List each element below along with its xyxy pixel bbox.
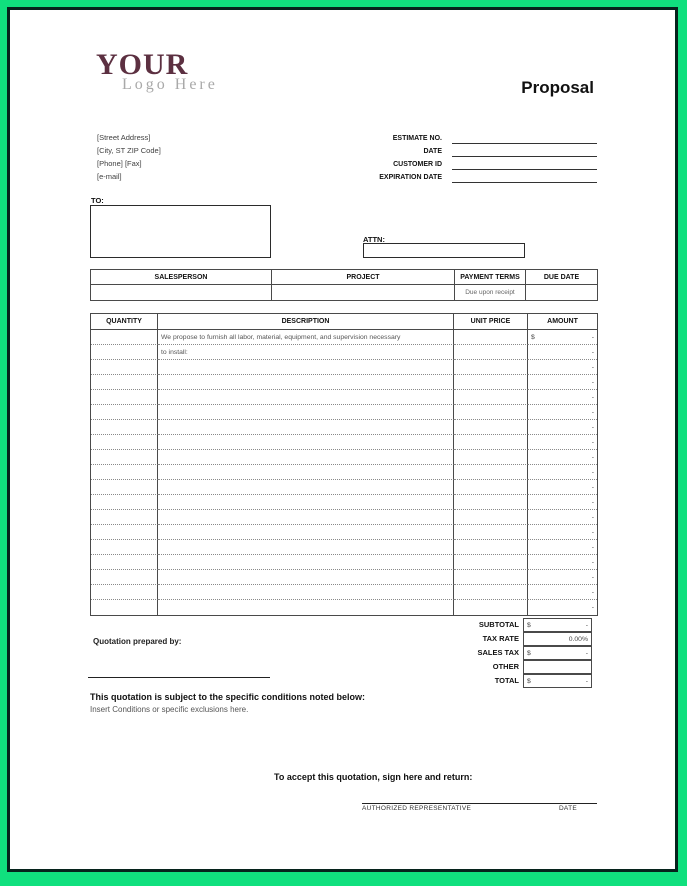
item-description-cell[interactable] xyxy=(158,435,454,450)
proposal-document-page xyxy=(7,7,678,872)
address-line: [City, ST ZIP Code] xyxy=(97,146,161,155)
item-amount-cell[interactable] xyxy=(528,390,597,405)
item-unit-price-cell[interactable] xyxy=(454,390,528,405)
meta-field-row xyxy=(250,171,597,184)
signature-date-label: DATE xyxy=(558,805,577,812)
item-description-cell[interactable]: to install: xyxy=(158,345,454,360)
amount-value: - xyxy=(591,423,594,431)
meta-field-label: DATE xyxy=(423,148,442,155)
item-description-cell[interactable] xyxy=(158,555,454,570)
document-content xyxy=(10,10,675,869)
item-amount-cell[interactable] xyxy=(528,585,597,600)
attn-field[interactable] xyxy=(363,243,525,258)
to-label: TO: xyxy=(91,196,104,205)
item-description-cell[interactable] xyxy=(158,540,454,555)
amount-value: - xyxy=(591,408,594,416)
summary-label: OTHER xyxy=(492,662,519,671)
amount-value: - xyxy=(591,513,594,521)
info-value-cell[interactable] xyxy=(91,285,272,300)
item-quantity-cell[interactable] xyxy=(91,390,158,405)
to-address-field[interactable] xyxy=(90,205,271,258)
summary-row xyxy=(90,646,596,660)
item-quantity-cell[interactable] xyxy=(91,435,158,450)
amount-value: - xyxy=(591,604,594,611)
amount-value: - xyxy=(591,363,594,371)
info-header-cell: SALESPERSON xyxy=(91,270,272,285)
info-header-cell: PAYMENT TERMS xyxy=(455,270,526,285)
item-unit-price-cell[interactable] xyxy=(454,465,528,480)
info-value-cell[interactable] xyxy=(526,285,597,300)
item-unit-price-cell[interactable] xyxy=(454,510,528,525)
item-unit-price-cell[interactable] xyxy=(454,420,528,435)
company-logo-sub: Logo Here xyxy=(122,76,218,93)
company-address-block xyxy=(97,131,161,183)
meta-field-label: ESTIMATE NO. xyxy=(392,135,442,142)
item-amount-cell[interactable] xyxy=(528,435,597,450)
amount-value: - xyxy=(591,468,594,476)
authorized-representative-label: AUTHORIZED REPRESENTATIVE xyxy=(362,805,472,812)
item-description-cell[interactable] xyxy=(158,480,454,495)
item-description-cell[interactable] xyxy=(158,495,454,510)
item-quantity-cell[interactable] xyxy=(91,465,158,480)
item-description-cell[interactable] xyxy=(158,360,454,375)
item-description-cell[interactable] xyxy=(158,585,454,600)
item-amount-cell[interactable] xyxy=(528,420,597,435)
item-unit-price-cell[interactable] xyxy=(454,570,528,585)
item-amount-cell[interactable] xyxy=(528,480,597,495)
summary-value-cell[interactable] xyxy=(523,674,592,688)
item-quantity-cell[interactable] xyxy=(91,345,158,360)
summary-value: - xyxy=(585,649,588,657)
item-unit-price-cell[interactable] xyxy=(454,555,528,570)
item-unit-price-cell[interactable] xyxy=(454,375,528,390)
items-header-cell: UNIT PRICE xyxy=(454,314,528,330)
estimate-meta-fields xyxy=(250,132,597,184)
meta-field-row xyxy=(250,132,597,145)
summary-value-cell[interactable] xyxy=(523,660,592,674)
item-amount-cell[interactable] xyxy=(528,360,597,375)
summary-value-cell[interactable] xyxy=(523,632,592,646)
item-unit-price-cell[interactable] xyxy=(454,405,528,420)
attn-label: ATTN: xyxy=(363,235,385,244)
amount-value: - xyxy=(591,558,594,566)
item-quantity-cell[interactable] xyxy=(91,585,158,600)
info-header-cell: PROJECT xyxy=(272,270,455,285)
items-header-cell: AMOUNT xyxy=(528,314,597,330)
prepared-by-signature-line[interactable] xyxy=(88,665,270,678)
item-description-cell[interactable]: We propose to furnish all labor, material, equipment, and supervision necessary xyxy=(158,330,454,345)
currency-symbol: $ xyxy=(527,649,531,657)
item-quantity-cell[interactable] xyxy=(91,540,158,555)
amount-value: - xyxy=(591,573,594,581)
amount-value: - xyxy=(591,378,594,386)
item-unit-price-cell[interactable] xyxy=(454,495,528,510)
item-quantity-cell[interactable] xyxy=(91,555,158,570)
item-quantity-cell[interactable] xyxy=(91,405,158,420)
item-description-cell[interactable] xyxy=(158,510,454,525)
amount-value: - xyxy=(591,588,594,596)
item-description-cell[interactable] xyxy=(158,600,454,615)
item-unit-price-cell[interactable] xyxy=(454,360,528,375)
item-amount-cell[interactable] xyxy=(528,540,597,555)
item-quantity-cell[interactable] xyxy=(91,510,158,525)
item-quantity-cell[interactable] xyxy=(91,420,158,435)
item-quantity-cell[interactable] xyxy=(91,570,158,585)
accept-instruction: To accept this quotation, sign here and return: xyxy=(274,772,473,782)
item-amount-cell[interactable] xyxy=(528,510,597,525)
meta-field-label: EXPIRATION DATE xyxy=(379,174,442,181)
meta-field-input-line[interactable] xyxy=(452,171,597,183)
item-amount-cell[interactable] xyxy=(528,405,597,420)
summary-value: - xyxy=(585,677,588,685)
item-unit-price-cell[interactable] xyxy=(454,345,528,360)
company-logo-main: YOUR xyxy=(96,48,189,81)
address-line: [e-mail] xyxy=(97,172,122,181)
item-description-cell[interactable] xyxy=(158,465,454,480)
summary-value: 0.00% xyxy=(568,635,588,643)
info-value-cell[interactable] xyxy=(272,285,455,300)
item-description-cell[interactable] xyxy=(158,390,454,405)
page-title: Proposal xyxy=(521,78,594,97)
item-unit-price-cell[interactable] xyxy=(454,540,528,555)
item-amount-cell[interactable] xyxy=(528,495,597,510)
item-unit-price-cell[interactable] xyxy=(454,525,528,540)
item-quantity-cell[interactable] xyxy=(91,480,158,495)
item-unit-price-cell[interactable] xyxy=(454,450,528,465)
item-quantity-cell[interactable] xyxy=(91,330,158,345)
item-amount-cell[interactable] xyxy=(528,525,597,540)
amount-value: - xyxy=(591,543,594,551)
item-amount-cell[interactable] xyxy=(528,375,597,390)
item-quantity-cell[interactable] xyxy=(91,375,158,390)
meta-field-label: CUSTOMER ID xyxy=(393,161,442,168)
meta-field-input-line[interactable] xyxy=(452,132,597,144)
amount-value: - xyxy=(591,438,594,446)
item-quantity-cell[interactable] xyxy=(91,450,158,465)
item-description-cell[interactable] xyxy=(158,420,454,435)
amount-value: - xyxy=(591,333,594,341)
item-amount-cell[interactable] xyxy=(528,600,597,615)
item-description-cell[interactable] xyxy=(158,405,454,420)
line-items-table xyxy=(90,313,598,616)
item-unit-price-cell[interactable] xyxy=(454,435,528,450)
summary-label: TAX RATE xyxy=(482,634,519,643)
meta-field-input-line[interactable] xyxy=(452,158,597,170)
meta-field-row xyxy=(250,145,597,158)
item-amount-cell[interactable] xyxy=(528,555,597,570)
item-description-cell[interactable] xyxy=(158,570,454,585)
item-unit-price-cell[interactable] xyxy=(454,585,528,600)
item-amount-cell[interactable] xyxy=(528,345,597,360)
items-header-cell: DESCRIPTION xyxy=(158,314,454,330)
currency-symbol: $ xyxy=(531,333,535,341)
amount-value: - xyxy=(591,528,594,536)
conditions-heading: This quotation is subject to the specific conditions noted below: xyxy=(90,692,366,702)
item-amount-cell[interactable] xyxy=(528,465,597,480)
summary-value: - xyxy=(585,621,588,629)
summary-label: SALES TAX xyxy=(477,648,519,657)
item-description-cell[interactable] xyxy=(158,450,454,465)
item-quantity-cell[interactable] xyxy=(91,525,158,540)
meta-field-row xyxy=(250,158,597,171)
amount-value: - xyxy=(591,348,594,356)
amount-value: - xyxy=(591,393,594,401)
items-header-cell: QUANTITY xyxy=(91,314,158,330)
item-amount-cell[interactable] xyxy=(528,570,597,585)
conditions-placeholder: Insert Conditions or specific exclusions here. xyxy=(90,705,249,714)
summary-label: SUBTOTAL xyxy=(478,620,519,629)
amount-value: - xyxy=(591,483,594,491)
meta-field-input-line[interactable] xyxy=(452,145,597,157)
item-description-cell[interactable] xyxy=(158,525,454,540)
summary-value-cell[interactable] xyxy=(523,646,592,660)
item-quantity-cell[interactable] xyxy=(91,495,158,510)
sales-info-table xyxy=(90,269,598,301)
summary-row xyxy=(90,618,596,632)
item-amount-cell[interactable] xyxy=(528,330,597,345)
item-unit-price-cell[interactable] xyxy=(454,600,528,615)
item-unit-price-cell[interactable] xyxy=(454,480,528,495)
item-amount-cell[interactable] xyxy=(528,450,597,465)
info-value-cell[interactable]: Due upon receipt xyxy=(455,285,526,300)
item-description-cell[interactable] xyxy=(158,375,454,390)
prepared-by-label: Quotation prepared by: xyxy=(93,637,182,646)
address-line: [Phone] [Fax] xyxy=(97,159,142,168)
summary-value-cell[interactable] xyxy=(523,618,592,632)
info-header-cell: DUE DATE xyxy=(526,270,597,285)
currency-symbol: $ xyxy=(527,621,531,629)
acceptance-signature-line[interactable] xyxy=(362,790,597,804)
amount-value: - xyxy=(591,453,594,461)
acceptance-signature-block xyxy=(362,790,597,812)
item-unit-price-cell[interactable] xyxy=(454,330,528,345)
currency-symbol: $ xyxy=(527,677,531,685)
item-quantity-cell[interactable] xyxy=(91,600,158,615)
summary-label: TOTAL xyxy=(494,676,519,685)
item-quantity-cell[interactable] xyxy=(91,360,158,375)
amount-value: - xyxy=(591,498,594,506)
address-line: [Street Address] xyxy=(97,133,151,142)
